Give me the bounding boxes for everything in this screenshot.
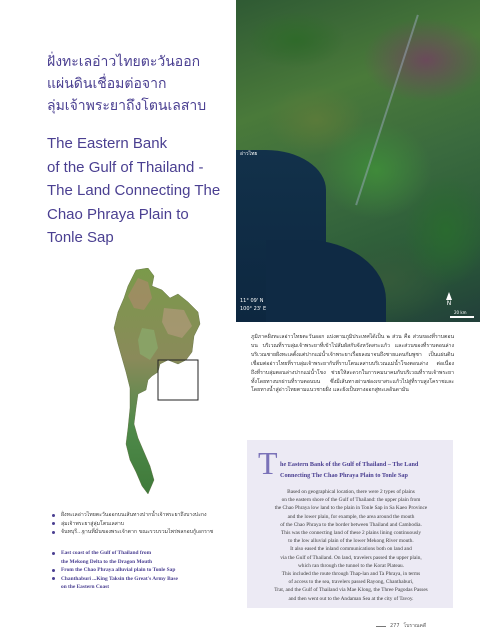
sidebar-line: of the Chao Phraya to the border between Thailand and Cambodia. bbox=[280, 521, 422, 528]
sidebar-line: on the eastern shore of the Gulf of Thailand: the upper plain from bbox=[281, 497, 421, 504]
footer-rule bbox=[376, 626, 386, 627]
coast-water-lower bbox=[266, 240, 386, 322]
river-line bbox=[355, 15, 419, 206]
page-number: 277 bbox=[390, 623, 400, 629]
list-item: จันทบุรี...ฐานที่มั่นของพระเจ้าตาก ขณะรวบรวมไพร่พลกอบกู้เอกราช bbox=[52, 528, 242, 537]
north-arrow-icon: N bbox=[444, 292, 454, 308]
title-english-line: The Eastern Bank bbox=[47, 135, 168, 152]
sidebar-line: of access to the sea, travelers passed Rayong, Chanthaburi, bbox=[288, 579, 414, 586]
title-english bbox=[47, 132, 232, 250]
scale-bar bbox=[450, 316, 474, 318]
list-item: From the Chao Phraya alluvial plain to Tonle Sap bbox=[52, 566, 242, 575]
sidebar-line: This was the connecting land of these 2 plains lining continuously bbox=[280, 530, 422, 537]
coord-lon: 100° 23' E bbox=[240, 306, 267, 312]
map-highlight-box bbox=[158, 360, 198, 400]
thailand-map bbox=[108, 268, 202, 500]
list-item: Chanthaburi ...King Taksin the Great's Army Base on the Eastern Coast bbox=[52, 575, 242, 592]
scale-label: 20 km bbox=[454, 310, 467, 315]
coord-lat: 11° 09' N bbox=[240, 298, 264, 304]
title-english-line: Chao Phraya Plain to bbox=[47, 205, 189, 223]
sidebar-line: to the low alluvial plain of the lower Mekong River mouth. bbox=[288, 538, 414, 545]
bullets-english bbox=[52, 549, 242, 592]
body-text-thai: ภูมิภาคฝั่งทะเลอ่าวไทยตะวันออก แบ่งตามภูมิประเทศได้เป็น ๒ ส่วน คือ ส่วนของที่ราบตอนบน บริเวณที่ราบลุ่มเจ้าพระยาที่เข้าไปสัมผัสกับจังหวัดสระแก้ว และส่วนของที่ราบตอนล่างบริเวณชายฝั่งทะเลตั้งแต่ปากแม่น้ำเจ้าพระยาเรื่อยลงมาจนถึงชายแดนกัมพูชา เป็นแผ่นดินเชื่อมต่ออ่าวไทยที่ราบลุ่มเจ้าพระยากับที่ราบโตนเลสาบบริเวณแม่น้ำโขงตอนล่าง ต่อเนื่องถึงที่ราบลุ่มตอนล่างปากแม่น้ำโขง ช่วยให้สะดวกในการคมนาคมกับบริเวณที่ราบเจ้าพระยาทั้งโดยทางบกผ่านที่ราบตอนบน ซึ่งมีเส้นทางผ่านช่องเขาสระแก้วไปสู่ที่ราบสูงโคราชและโดยทางน้ำสู่อ่าวไทยตามแนวชายฝั่ง และยังเป็นทางออกสู่ทะเลอันดามัน bbox=[251, 334, 454, 394]
sidebar-line: This included the route through Thap-lan and Ta Phraya, in terms bbox=[281, 571, 421, 578]
title-thai bbox=[47, 51, 232, 117]
sidebar-line: and the lower plain, for example, the area around the mouth bbox=[287, 513, 415, 520]
sidebar-line: It also eased the inland communications both on land and bbox=[290, 546, 412, 553]
section-name: โบราณคดี bbox=[403, 623, 427, 629]
map-landmass bbox=[114, 268, 200, 494]
title-thai-line: ลุ่มเจ้าพระยาถึงโตนเลสาบ bbox=[47, 98, 207, 114]
sidebar-line: via the Gulf of Thailand. On land, travelers passed the upper plain, bbox=[280, 554, 422, 561]
title-english-line: The Land Connecting The bbox=[47, 182, 221, 199]
sidebar-body bbox=[256, 488, 446, 603]
title-thai-line: แผ่นดินเชื่อมต่อจาก bbox=[47, 76, 167, 92]
sidebar-line: and then went out to the Andaman Sea at the city of Tavoy. bbox=[288, 595, 414, 602]
sidebar-line: which ran through the tunnel to the Korat Plateau. bbox=[297, 562, 405, 569]
satellite-image bbox=[236, 0, 480, 322]
drop-cap: T bbox=[258, 445, 278, 481]
page-footer bbox=[376, 621, 456, 631]
sidebar-line: Based on geographical location, there were 2 types of plains bbox=[287, 489, 415, 495]
sidebar-line: Trat, and the Gulf of Thailand via Mae Klong, the Three Pagodas Passes bbox=[274, 587, 428, 594]
list-item: East coast of the Gulf of Thailand from the Mekong Delta to the Dragon Mouth bbox=[52, 549, 242, 566]
list-item: ฝั่งทะเลอ่าวไทยตะวันออกบนเส้นทางปากน้ำเจ้าพระยาถึงบางปะกง bbox=[52, 511, 242, 520]
sidebar-heading: he Eastern Bank of the Gulf of Thailand – The Land Connecting The Chao Phraya Plain to Tonle Sap bbox=[280, 461, 419, 479]
bullets-thai bbox=[52, 511, 242, 537]
title-thai-line: ฝั่งทะเลอ่าวไทยตะวันออก bbox=[47, 54, 201, 70]
title-english-line: of the Gulf of Thailand - bbox=[47, 158, 204, 176]
list-item: ลุ่มเจ้าพระยาสู่ลุ่มโตนเลสาบ bbox=[52, 520, 242, 529]
place-label: อ่าวไทย bbox=[240, 151, 258, 157]
sidebar-line: the Chao Phraya low land to the plain in Tonle Sap in Sa Kaeo Province bbox=[274, 505, 428, 512]
title-english-line: Tonle Sap bbox=[47, 229, 114, 246]
